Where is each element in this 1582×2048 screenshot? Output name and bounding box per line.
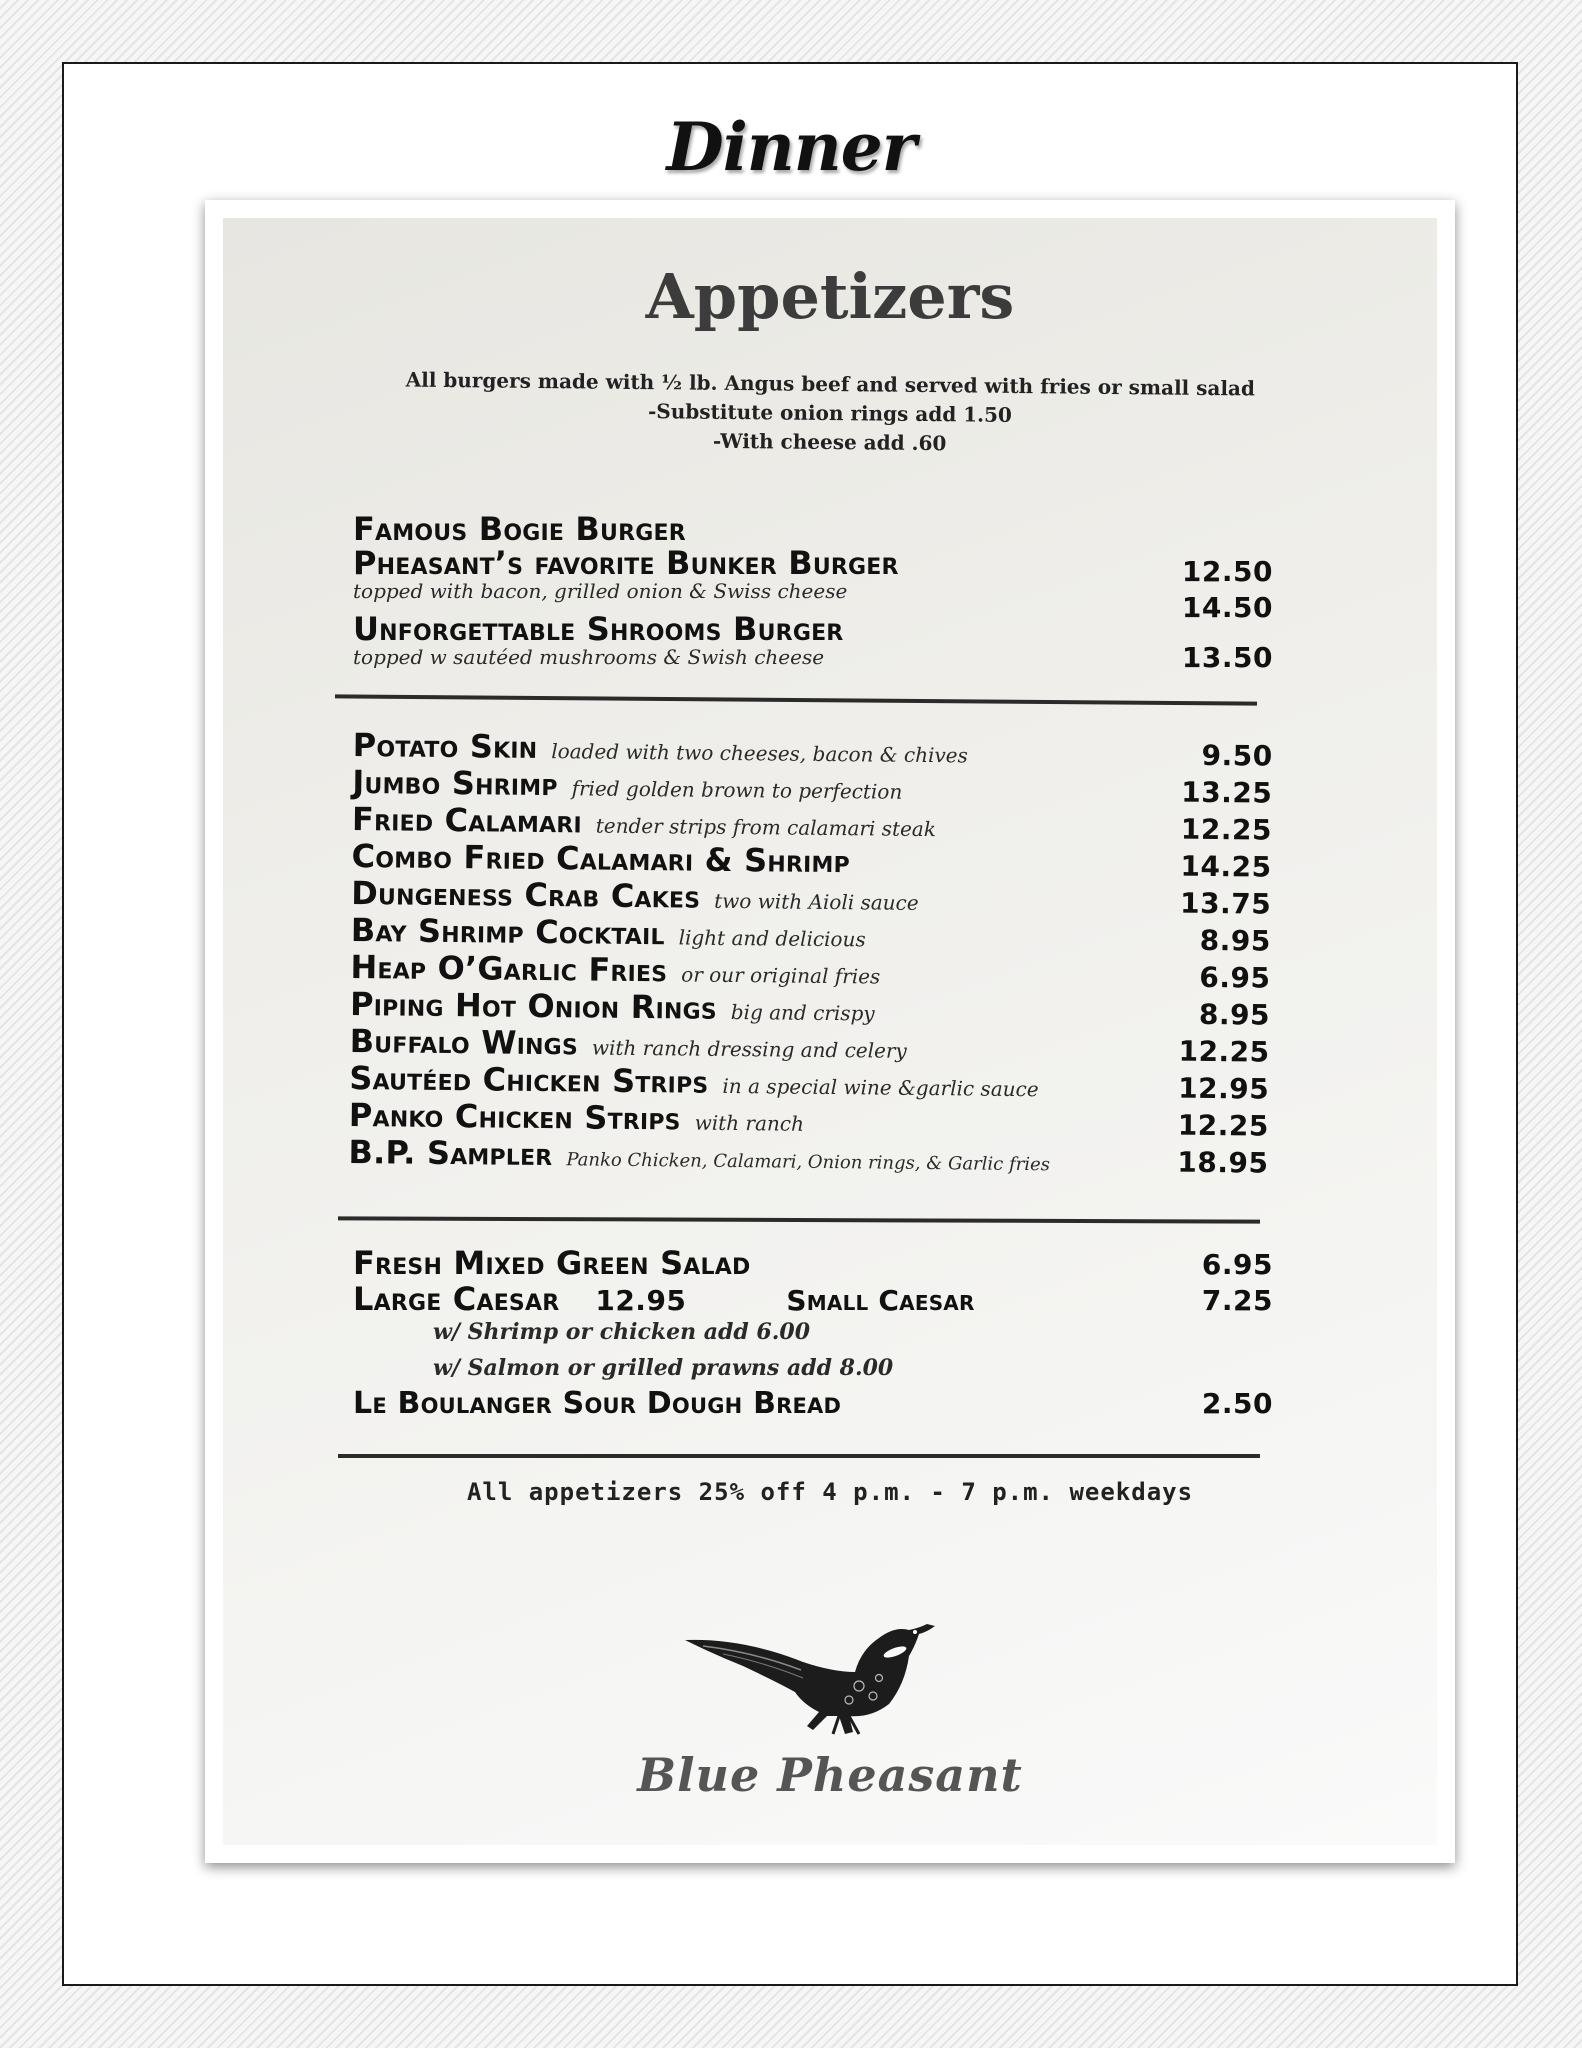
item-price: 13.50 [1181, 641, 1273, 674]
item-description: tender strips from calamari steak [595, 813, 937, 842]
item-description: two with Aioli sauce [714, 888, 919, 915]
item-name: Combo Fried Calamari & Shrimp [351, 836, 851, 881]
item-name: Pheasant’s favorite Bunker Burger [353, 544, 899, 582]
item-name: Heap O’Garlic Fries [350, 947, 668, 990]
happy-hour-note: All appetizers 25% off 4 p.m. - 7 p.m. weekdays [466, 1478, 1194, 1506]
item-description: topped w sautéed mushrooms & Swish cheese [353, 645, 825, 669]
item-price: 18.95 [1177, 1145, 1269, 1180]
pheasant-logo-icon [683, 1600, 983, 1740]
item-price: 9.50 [1201, 738, 1273, 773]
item-name: Fresh Mixed Green Salad [353, 1244, 751, 1282]
burger-note-line: All burgers made with ½ lb. Angus beef and served with fries or small salad [405, 367, 1256, 401]
item-description: in a special wine &garlic sauce [722, 1073, 1039, 1102]
menu-item [353, 544, 1273, 582]
item-description: light and delicious [678, 925, 866, 952]
menu-item [353, 1244, 1273, 1280]
logo-text: Blue Pheasant [637, 1748, 1023, 1802]
menu-heading: Appetizers [645, 260, 1015, 333]
item-name: Large Caesar [353, 1280, 560, 1318]
item-price: 8.95 [1199, 923, 1271, 958]
divider [338, 1454, 1260, 1458]
divider [335, 694, 1257, 705]
item-description: Panko Chicken, Calamari, Onion rings, & Garlic fries [566, 1149, 1051, 1176]
item-name: Small Caesar [786, 1284, 975, 1317]
item-name: Famous Bogie Burger [353, 510, 686, 548]
burger-note-line: -With cheese add .60 [712, 428, 947, 456]
item-description: loaded with two cheeses, bacon & chives [551, 739, 968, 768]
burger-section [353, 510, 1273, 674]
burger-prices [1163, 554, 1273, 676]
caesar-row [353, 1280, 1273, 1318]
menu-item [353, 610, 1273, 648]
burger-note-line: -Substitute onion rings add 1.50 [647, 399, 1013, 427]
item-description: big and crispy [730, 999, 875, 1026]
item-name: Potato Skin [352, 726, 538, 766]
salad-option: w/ Shrimp or chicken add 6.00 [433, 1319, 811, 1345]
appetizer-section [348, 726, 1273, 1180]
menu-photo [205, 200, 1455, 1863]
item-price: 13.25 [1181, 775, 1273, 810]
item-description: topped with bacon, grilled onion & Swiss cheese [353, 579, 848, 603]
item-description: fried golden brown to perfection [571, 776, 903, 804]
item-price: 14.50 [1181, 591, 1273, 624]
item-name: B.P. Sampler [348, 1132, 553, 1174]
item-price: 7.25 [1201, 1284, 1273, 1317]
item-name: Dungeness Crab Cakes [351, 873, 701, 916]
salad-option: w/ Salmon or grilled prawns add 8.00 [433, 1355, 894, 1381]
item-price: 2.50 [1201, 1387, 1273, 1420]
page-title: Dinner [666, 108, 916, 186]
item-price: 12.95 [595, 1284, 687, 1317]
item-name: Buffalo Wings [349, 1021, 579, 1063]
item-name: Piping Hot Onion Rings [349, 984, 718, 1027]
salad-options [353, 1314, 1273, 1386]
item-description: or our original fries [681, 962, 881, 989]
item-price: 12.25 [1177, 1108, 1270, 1143]
item-name: Bay Shrimp Cocktail [350, 910, 665, 953]
item-name: Panko Chicken Strips [348, 1095, 681, 1138]
item-name: Unforgettable Shrooms Burger [353, 610, 844, 648]
salad-section [353, 1244, 1273, 1422]
item-description: with ranch dressing and celery [591, 1035, 907, 1063]
item-price: 6.95 [1201, 1248, 1273, 1281]
item-name: Sautéed Chicken Strips [349, 1058, 709, 1101]
menu-item [353, 510, 1273, 548]
menu-item [353, 1386, 1273, 1422]
item-price: 12.50 [1181, 555, 1273, 588]
menu-paper [223, 218, 1437, 1845]
item-name: Fried Calamari [351, 799, 583, 841]
item-price: 6.95 [1199, 960, 1271, 995]
burger-note [323, 365, 1338, 463]
item-price: 8.95 [1198, 997, 1271, 1032]
item-price: 13.75 [1179, 886, 1272, 921]
item-description: with ranch [694, 1110, 805, 1136]
item-price: 14.25 [1180, 849, 1272, 884]
item-price: 12.25 [1178, 1034, 1270, 1069]
item-name: Le Boulanger Sour Dough Bread [353, 1386, 842, 1421]
divider [338, 1216, 1260, 1223]
item-price: 12.25 [1180, 812, 1273, 847]
item-price: 12.95 [1178, 1071, 1270, 1106]
item-name: Jumbo Shrimp [352, 762, 558, 804]
